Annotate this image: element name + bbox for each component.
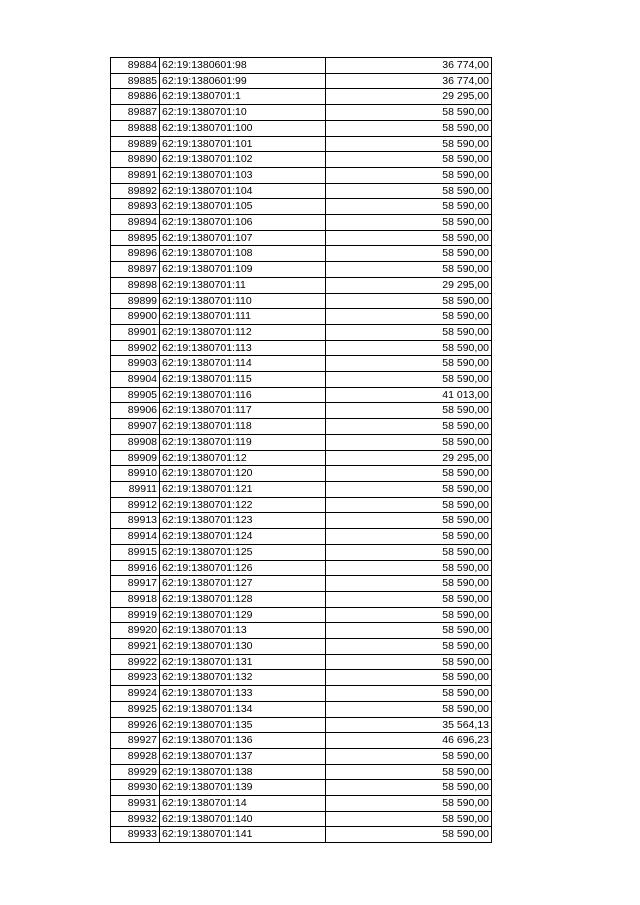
value-cell: 58 590,00 xyxy=(326,246,492,262)
table-row xyxy=(111,623,492,639)
row-number-cell: 89889 xyxy=(111,136,160,152)
table-row xyxy=(111,639,492,655)
row-number-cell: 89908 xyxy=(111,434,160,450)
table-row xyxy=(111,748,492,764)
table-row xyxy=(111,230,492,246)
cadastral-number-cell: 62:19:1380701:13 xyxy=(160,623,326,639)
value-cell: 36 774,00 xyxy=(326,58,492,74)
table-row xyxy=(111,450,492,466)
value-cell: 58 590,00 xyxy=(326,120,492,136)
table-row xyxy=(111,277,492,293)
table-row xyxy=(111,262,492,278)
value-cell: 29 295,00 xyxy=(326,89,492,105)
table-row xyxy=(111,309,492,325)
cadastral-number-cell: 62:19:1380701:115 xyxy=(160,372,326,388)
value-cell: 58 590,00 xyxy=(326,105,492,121)
table-row xyxy=(111,215,492,231)
table-row xyxy=(111,544,492,560)
row-number-cell: 89926 xyxy=(111,717,160,733)
row-number-cell: 89912 xyxy=(111,497,160,513)
cadastral-number-cell: 62:19:1380701:141 xyxy=(160,827,326,843)
cadastral-number-cell: 62:19:1380701:107 xyxy=(160,230,326,246)
value-cell: 58 590,00 xyxy=(326,466,492,482)
value-cell: 58 590,00 xyxy=(326,215,492,231)
table-row xyxy=(111,576,492,592)
value-cell: 58 590,00 xyxy=(326,701,492,717)
cadastral-table xyxy=(110,57,492,843)
value-cell: 58 590,00 xyxy=(326,560,492,576)
row-number-cell: 89922 xyxy=(111,654,160,670)
table-row xyxy=(111,497,492,513)
value-cell: 58 590,00 xyxy=(326,356,492,372)
row-number-cell: 89898 xyxy=(111,277,160,293)
value-cell: 29 295,00 xyxy=(326,450,492,466)
value-cell: 58 590,00 xyxy=(326,544,492,560)
value-cell: 58 590,00 xyxy=(326,183,492,199)
value-cell: 41 013,00 xyxy=(326,387,492,403)
row-number-cell: 89923 xyxy=(111,670,160,686)
table-row xyxy=(111,183,492,199)
row-number-cell: 89910 xyxy=(111,466,160,482)
row-number-cell: 89894 xyxy=(111,215,160,231)
table-row xyxy=(111,607,492,623)
cadastral-number-cell: 62:19:1380701:110 xyxy=(160,293,326,309)
value-cell: 58 590,00 xyxy=(326,293,492,309)
table-row xyxy=(111,733,492,749)
table-row xyxy=(111,701,492,717)
value-cell: 36 774,00 xyxy=(326,73,492,89)
table-row xyxy=(111,434,492,450)
table-row xyxy=(111,796,492,812)
value-cell: 58 590,00 xyxy=(326,529,492,545)
cadastral-number-cell: 62:19:1380701:108 xyxy=(160,246,326,262)
row-number-cell: 89905 xyxy=(111,387,160,403)
cadastral-number-cell: 62:19:1380701:135 xyxy=(160,717,326,733)
value-cell: 58 590,00 xyxy=(326,686,492,702)
table-row xyxy=(111,105,492,121)
value-cell: 58 590,00 xyxy=(326,576,492,592)
cadastral-number-cell: 62:19:1380701:137 xyxy=(160,748,326,764)
cadastral-number-cell: 62:19:1380701:125 xyxy=(160,544,326,560)
table-row xyxy=(111,419,492,435)
cadastral-number-cell: 62:19:1380601:99 xyxy=(160,73,326,89)
table-row xyxy=(111,136,492,152)
value-cell: 58 590,00 xyxy=(326,811,492,827)
table-row xyxy=(111,827,492,843)
table-row xyxy=(111,387,492,403)
row-number-cell: 89888 xyxy=(111,120,160,136)
value-cell: 58 590,00 xyxy=(326,230,492,246)
row-number-cell: 89914 xyxy=(111,529,160,545)
row-number-cell: 89933 xyxy=(111,827,160,843)
cadastral-number-cell: 62:19:1380701:128 xyxy=(160,591,326,607)
table-row xyxy=(111,324,492,340)
value-cell: 58 590,00 xyxy=(326,827,492,843)
value-cell: 58 590,00 xyxy=(326,324,492,340)
cadastral-number-cell: 62:19:1380701:140 xyxy=(160,811,326,827)
row-number-cell: 89925 xyxy=(111,701,160,717)
table-row xyxy=(111,529,492,545)
value-cell: 29 295,00 xyxy=(326,277,492,293)
cadastral-number-cell: 62:19:1380701:112 xyxy=(160,324,326,340)
value-cell: 58 590,00 xyxy=(326,591,492,607)
table-row xyxy=(111,481,492,497)
value-cell: 58 590,00 xyxy=(326,152,492,168)
table-row xyxy=(111,513,492,529)
value-cell: 58 590,00 xyxy=(326,497,492,513)
row-number-cell: 89890 xyxy=(111,152,160,168)
row-number-cell: 89887 xyxy=(111,105,160,121)
row-number-cell: 89886 xyxy=(111,89,160,105)
row-number-cell: 89896 xyxy=(111,246,160,262)
row-number-cell: 89927 xyxy=(111,733,160,749)
row-number-cell: 89921 xyxy=(111,639,160,655)
value-cell: 58 590,00 xyxy=(326,419,492,435)
table-row xyxy=(111,58,492,74)
value-cell: 58 590,00 xyxy=(326,670,492,686)
table-row xyxy=(111,811,492,827)
cadastral-number-cell: 62:19:1380701:132 xyxy=(160,670,326,686)
row-number-cell: 89902 xyxy=(111,340,160,356)
cadastral-number-cell: 62:19:1380701:129 xyxy=(160,607,326,623)
row-number-cell: 89917 xyxy=(111,576,160,592)
cadastral-number-cell: 62:19:1380701:134 xyxy=(160,701,326,717)
cadastral-number-cell: 62:19:1380701:139 xyxy=(160,780,326,796)
value-cell: 58 590,00 xyxy=(326,654,492,670)
row-number-cell: 89932 xyxy=(111,811,160,827)
row-number-cell: 89907 xyxy=(111,419,160,435)
value-cell: 58 590,00 xyxy=(326,372,492,388)
row-number-cell: 89930 xyxy=(111,780,160,796)
cadastral-number-cell: 62:19:1380701:126 xyxy=(160,560,326,576)
cadastral-number-cell: 62:19:1380701:116 xyxy=(160,387,326,403)
row-number-cell: 89915 xyxy=(111,544,160,560)
cadastral-number-cell: 62:19:1380701:12 xyxy=(160,450,326,466)
table-row xyxy=(111,199,492,215)
row-number-cell: 89916 xyxy=(111,560,160,576)
row-number-cell: 89920 xyxy=(111,623,160,639)
cadastral-number-cell: 62:19:1380701:109 xyxy=(160,262,326,278)
table-row xyxy=(111,560,492,576)
cadastral-number-cell: 62:19:1380701:111 xyxy=(160,309,326,325)
table-row xyxy=(111,340,492,356)
cadastral-number-cell: 62:19:1380701:123 xyxy=(160,513,326,529)
table-row xyxy=(111,717,492,733)
row-number-cell: 89929 xyxy=(111,764,160,780)
value-cell: 58 590,00 xyxy=(326,796,492,812)
value-cell: 58 590,00 xyxy=(326,262,492,278)
row-number-cell: 89892 xyxy=(111,183,160,199)
value-cell: 46 696,23 xyxy=(326,733,492,749)
cadastral-number-cell: 62:19:1380701:119 xyxy=(160,434,326,450)
table-row xyxy=(111,764,492,780)
table-row xyxy=(111,73,492,89)
row-number-cell: 89897 xyxy=(111,262,160,278)
table-row xyxy=(111,591,492,607)
cadastral-number-cell: 62:19:1380701:10 xyxy=(160,105,326,121)
value-cell: 58 590,00 xyxy=(326,764,492,780)
cadastral-number-cell: 62:19:1380701:105 xyxy=(160,199,326,215)
value-cell: 35 564,13 xyxy=(326,717,492,733)
table-row xyxy=(111,152,492,168)
cadastral-number-cell: 62:19:1380701:121 xyxy=(160,481,326,497)
cadastral-number-cell: 62:19:1380701:136 xyxy=(160,733,326,749)
cadastral-number-cell: 62:19:1380601:98 xyxy=(160,58,326,74)
cadastral-number-cell: 62:19:1380701:122 xyxy=(160,497,326,513)
cadastral-number-cell: 62:19:1380701:106 xyxy=(160,215,326,231)
value-cell: 58 590,00 xyxy=(326,513,492,529)
row-number-cell: 89924 xyxy=(111,686,160,702)
value-cell: 58 590,00 xyxy=(326,748,492,764)
row-number-cell: 89909 xyxy=(111,450,160,466)
cadastral-number-cell: 62:19:1380701:113 xyxy=(160,340,326,356)
table-row xyxy=(111,670,492,686)
row-number-cell: 89919 xyxy=(111,607,160,623)
cadastral-number-cell: 62:19:1380701:124 xyxy=(160,529,326,545)
cadastral-number-cell: 62:19:1380701:14 xyxy=(160,796,326,812)
row-number-cell: 89893 xyxy=(111,199,160,215)
value-cell: 58 590,00 xyxy=(326,639,492,655)
value-cell: 58 590,00 xyxy=(326,481,492,497)
row-number-cell: 89903 xyxy=(111,356,160,372)
table-row xyxy=(111,246,492,262)
row-number-cell: 89884 xyxy=(111,58,160,74)
value-cell: 58 590,00 xyxy=(326,434,492,450)
row-number-cell: 89901 xyxy=(111,324,160,340)
table-row xyxy=(111,89,492,105)
row-number-cell: 89906 xyxy=(111,403,160,419)
cadastral-number-cell: 62:19:1380701:117 xyxy=(160,403,326,419)
cadastral-number-cell: 62:19:1380701:131 xyxy=(160,654,326,670)
value-cell: 58 590,00 xyxy=(326,340,492,356)
value-cell: 58 590,00 xyxy=(326,623,492,639)
table-row xyxy=(111,780,492,796)
cadastral-number-cell: 62:19:1380701:101 xyxy=(160,136,326,152)
row-number-cell: 89895 xyxy=(111,230,160,246)
table-row xyxy=(111,293,492,309)
value-cell: 58 590,00 xyxy=(326,167,492,183)
row-number-cell: 89900 xyxy=(111,309,160,325)
cadastral-number-cell: 62:19:1380701:103 xyxy=(160,167,326,183)
table-row xyxy=(111,654,492,670)
table-row xyxy=(111,120,492,136)
table-body xyxy=(111,58,492,843)
row-number-cell: 89918 xyxy=(111,591,160,607)
table-row xyxy=(111,167,492,183)
row-number-cell: 89911 xyxy=(111,481,160,497)
cadastral-number-cell: 62:19:1380701:120 xyxy=(160,466,326,482)
value-cell: 58 590,00 xyxy=(326,136,492,152)
cadastral-number-cell: 62:19:1380701:104 xyxy=(160,183,326,199)
cadastral-number-cell: 62:19:1380701:1 xyxy=(160,89,326,105)
cadastral-number-cell: 62:19:1380701:133 xyxy=(160,686,326,702)
table-row xyxy=(111,403,492,419)
row-number-cell: 89899 xyxy=(111,293,160,309)
cadastral-number-cell: 62:19:1380701:11 xyxy=(160,277,326,293)
table-row xyxy=(111,686,492,702)
value-cell: 58 590,00 xyxy=(326,607,492,623)
table-row xyxy=(111,372,492,388)
row-number-cell: 89913 xyxy=(111,513,160,529)
value-cell: 58 590,00 xyxy=(326,403,492,419)
value-cell: 58 590,00 xyxy=(326,309,492,325)
cadastral-number-cell: 62:19:1380701:102 xyxy=(160,152,326,168)
value-cell: 58 590,00 xyxy=(326,780,492,796)
row-number-cell: 89885 xyxy=(111,73,160,89)
row-number-cell: 89928 xyxy=(111,748,160,764)
cadastral-number-cell: 62:19:1380701:118 xyxy=(160,419,326,435)
cadastral-number-cell: 62:19:1380701:130 xyxy=(160,639,326,655)
row-number-cell: 89931 xyxy=(111,796,160,812)
cadastral-number-cell: 62:19:1380701:127 xyxy=(160,576,326,592)
row-number-cell: 89904 xyxy=(111,372,160,388)
cadastral-number-cell: 62:19:1380701:114 xyxy=(160,356,326,372)
table-row xyxy=(111,356,492,372)
row-number-cell: 89891 xyxy=(111,167,160,183)
table-row xyxy=(111,466,492,482)
cadastral-number-cell: 62:19:1380701:100 xyxy=(160,120,326,136)
value-cell: 58 590,00 xyxy=(326,199,492,215)
cadastral-number-cell: 62:19:1380701:138 xyxy=(160,764,326,780)
